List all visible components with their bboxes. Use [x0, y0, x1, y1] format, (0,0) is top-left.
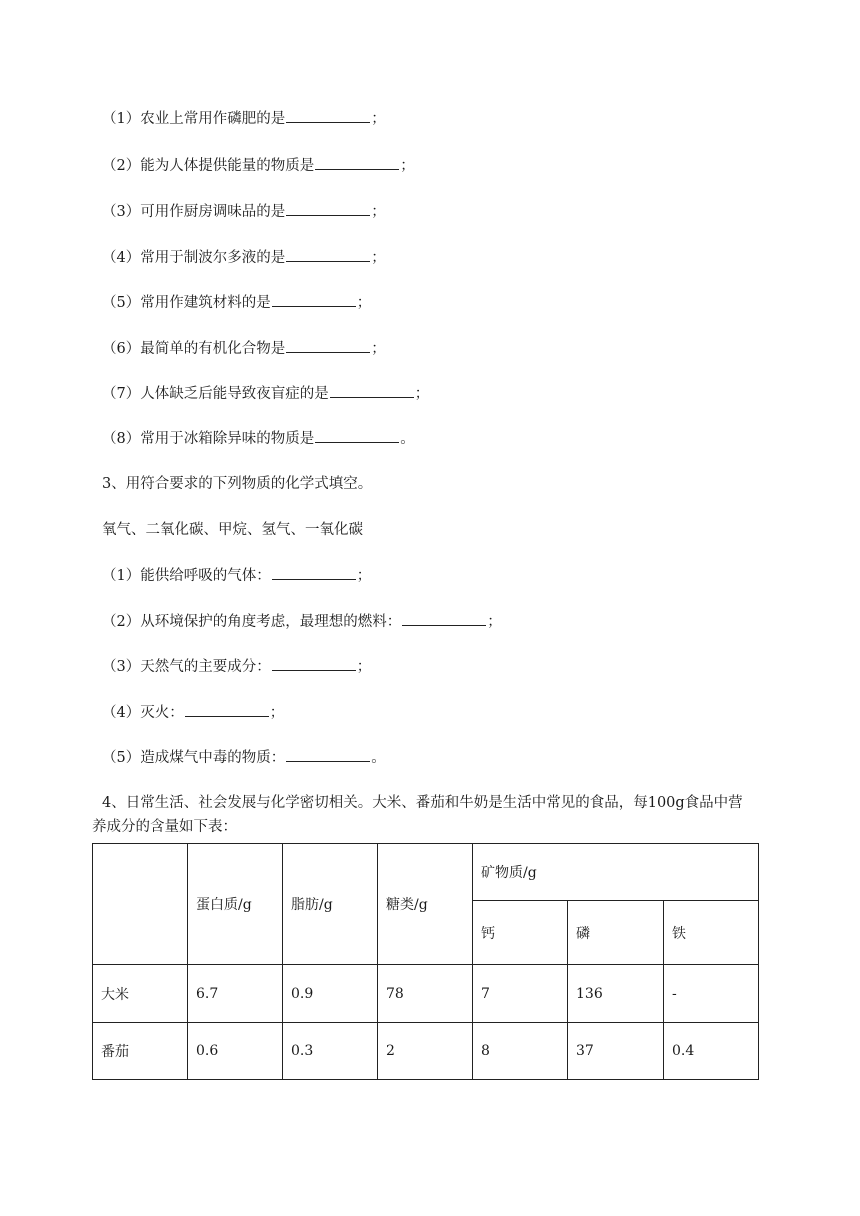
cell-fat: 0.3: [283, 1023, 378, 1080]
nutrition-table: [92, 843, 759, 1080]
q3-item-4: （4）灭火： ；: [102, 702, 284, 723]
q2-item-5: （5）常用作建筑材料的是 ；: [102, 292, 371, 313]
answer-blank[interactable]: [272, 656, 356, 671]
q2-item-1: （1）农业上常用作磷肥的是 ；: [102, 108, 386, 129]
header-sugar: 糖类/g: [378, 844, 473, 965]
q3-item-3: （3）天然气的主要成分： ；: [102, 656, 371, 677]
table-row: [93, 965, 759, 1023]
answer-blank[interactable]: [286, 201, 370, 216]
q4-text-line-1: 4、日常生活、社会发展与化学密切相关。大米、番茄和牛奶是生活中常见的食品，每100g食品中营: [102, 795, 743, 811]
answer-blank[interactable]: [272, 292, 356, 307]
q3-item-2: （2）从环境保护的角度考虑，最理想的燃料： ；: [102, 611, 502, 632]
q2-item-3: （3）可用作厨房调味品的是 ；: [102, 201, 386, 222]
answer-blank[interactable]: [286, 747, 370, 762]
q2-item-4: （4）常用于制波尔多液的是 ；: [102, 247, 386, 268]
q2-item-7: （7）人体缺乏后能导致夜盲症的是 ；: [102, 383, 429, 404]
q4-text-line-2: 养成分的含量如下表：: [92, 819, 237, 835]
answer-blank[interactable]: [315, 428, 399, 443]
answer-blank[interactable]: [272, 565, 356, 580]
cell-calcium: 8: [473, 1023, 568, 1080]
q2-item-2: （2）能为人体提供能量的物质是 ；: [102, 155, 415, 176]
q3-title: 3、用符合要求的下列物质的化学式填空。: [102, 476, 373, 492]
cell-phosphorus: 136: [568, 965, 664, 1023]
table-corner-cell: [93, 844, 188, 965]
cell-iron: -: [664, 965, 759, 1023]
header-fat: 脂肪/g: [283, 844, 378, 965]
q3-item-5: （5）造成煤气中毒的物质： 。: [102, 747, 386, 768]
answer-blank[interactable]: [315, 155, 399, 170]
header-protein: 蛋白质/g: [188, 844, 283, 965]
header-calcium: 钙: [473, 901, 568, 965]
answer-blank[interactable]: [286, 338, 370, 353]
cell-protein: 0.6: [188, 1023, 283, 1080]
cell-sugar: 78: [378, 965, 473, 1023]
answer-blank[interactable]: [185, 702, 269, 717]
cell-protein: 6.7: [188, 965, 283, 1023]
q3-item-1: （1）能供给呼吸的气体： ；: [102, 565, 371, 586]
q3-materials: 氧气、二氧化碳、甲烷、氢气、一氧化碳: [102, 522, 363, 538]
cell-iron: 0.4: [664, 1023, 759, 1080]
header-minerals: 矿物质/g: [473, 844, 759, 901]
q2-item-6: （6）最简单的有机化合物是 ；: [102, 338, 386, 359]
answer-blank[interactable]: [402, 611, 486, 626]
answer-blank[interactable]: [286, 247, 370, 262]
table-row: [93, 1023, 759, 1080]
row-name: 大米: [93, 965, 188, 1023]
cell-sugar: 2: [378, 1023, 473, 1080]
header-iron: 铁: [664, 901, 759, 965]
answer-blank[interactable]: [330, 383, 414, 398]
cell-fat: 0.9: [283, 965, 378, 1023]
row-name: 番茄: [93, 1023, 188, 1080]
answer-blank[interactable]: [286, 108, 370, 123]
q2-item-8: （8）常用于冰箱除异味的物质是 。: [102, 428, 415, 449]
header-phosphorus: 磷: [568, 901, 664, 965]
cell-phosphorus: 37: [568, 1023, 664, 1080]
cell-calcium: 7: [473, 965, 568, 1023]
